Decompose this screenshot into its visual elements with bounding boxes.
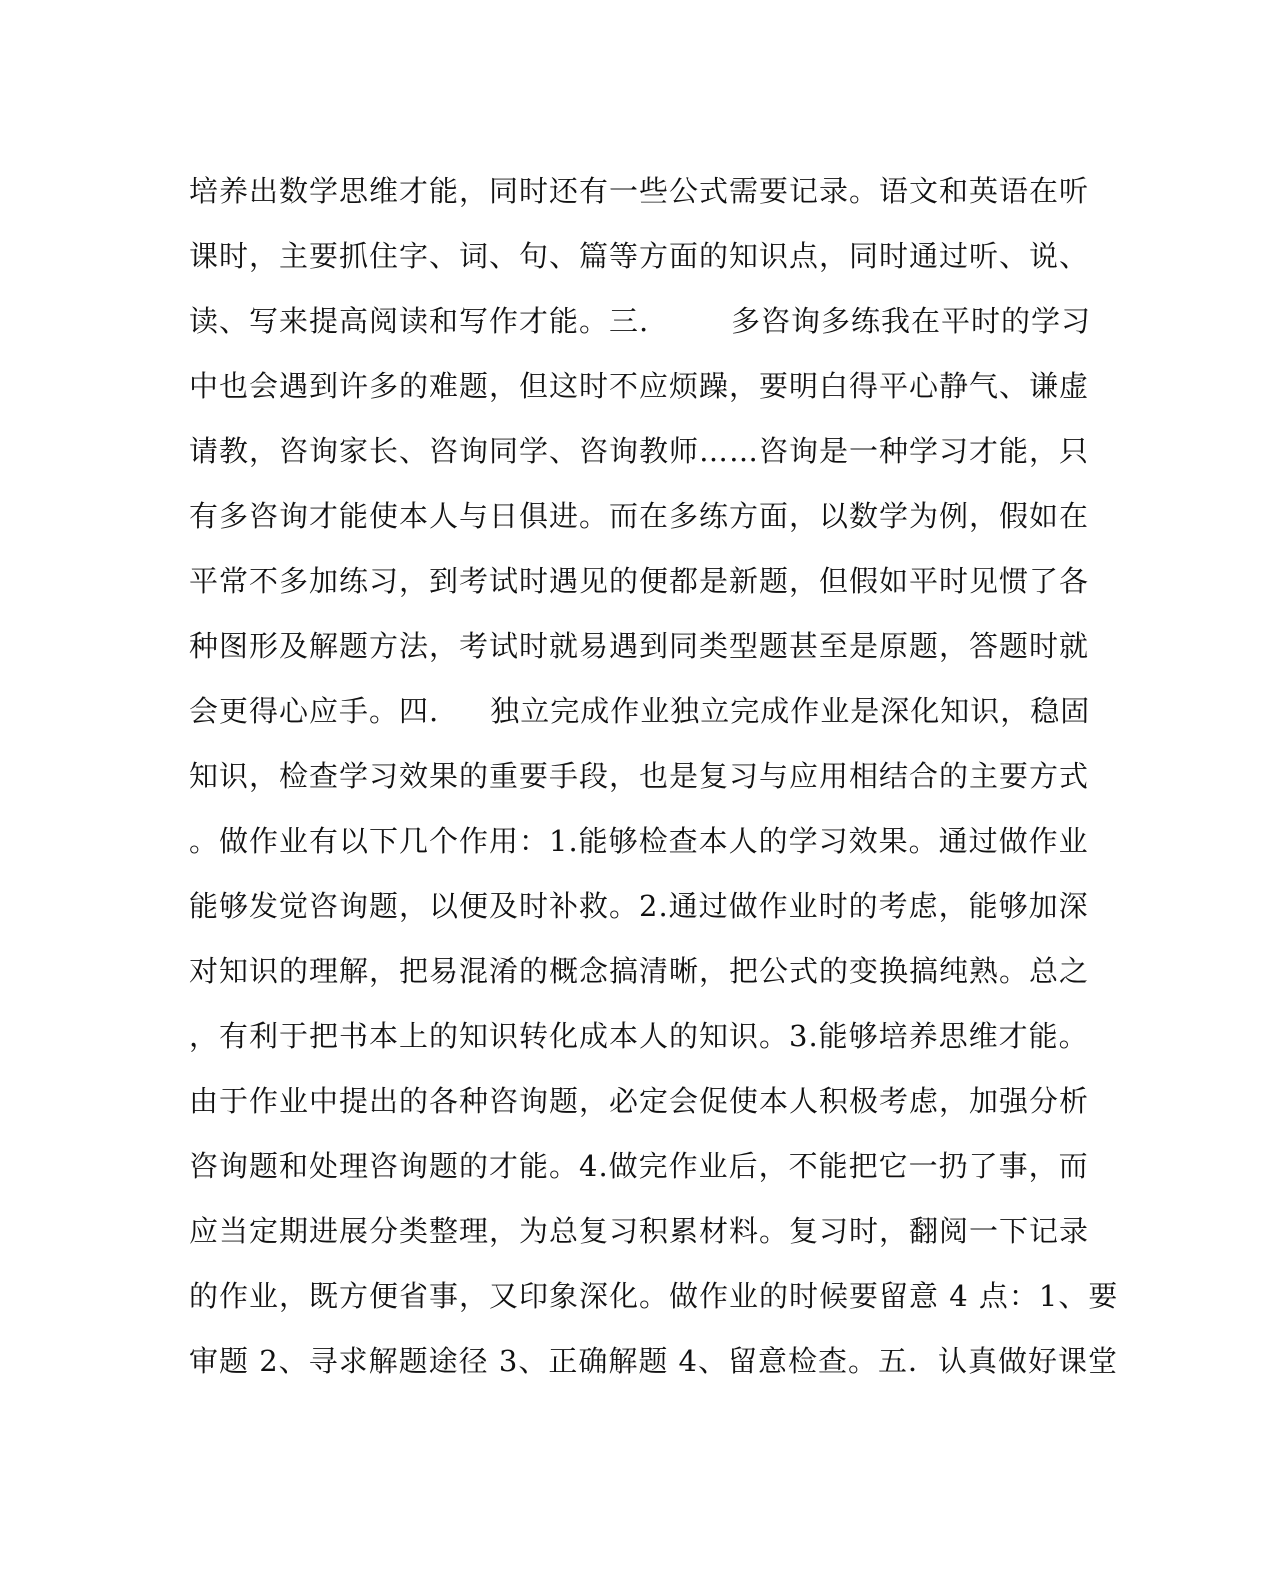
text-line: 能够发觉咨询题，以便及时补救。2.通过做作业时的考虑，能够加深 <box>189 889 1089 923</box>
text-line: 审题 2、寻求解题途径 3、正确解题 4、留意检查。五．认真做好课堂 <box>189 1344 1119 1378</box>
text-line: 平常不多加练习，到考试时遇见的便都是新题，但假如平时见惯了各 <box>189 564 1090 598</box>
text-line: 种图形及解题方法，考试时就易遇到同类型题甚至是原题，答题时就 <box>189 629 1090 663</box>
text-line: 咨询题和处理咨询题的才能。4.做完作业后，不能把它一扔了事，而 <box>189 1149 1089 1183</box>
text-line: 的作业，既方便省事，又印象深化。做作业的时候要留意 4 点：1、要 <box>189 1279 1119 1313</box>
text-line: 会更得心应手。四. 独立完成作业独立完成作业是深化知识，稳固 <box>189 694 1091 728</box>
text-line: 中也会遇到许多的难题，但这时不应烦躁，要明白得平心静气、谦虚 <box>189 369 1090 403</box>
text-line: 应当定期进展分类整理，为总复习积累材料。复习时，翻阅一下记录 <box>189 1214 1090 1248</box>
text-line: 读、写来提高阅读和写作才能。三. 多咨询多练我在平时的学习 <box>189 304 1091 338</box>
text-line: 。做作业有以下几个作用：1.能够检查本人的学习效果。通过做作业 <box>189 824 1089 858</box>
text-line: 知识，检查学习效果的重要手段，也是复习与应用相结合的主要方式 <box>189 759 1090 793</box>
text-line: 课时，主要抓住字、词、句、篇等方面的知识点，同时通过听、说、 <box>189 239 1090 273</box>
text-line: 有多咨询才能使本人与日俱进。而在多练方面，以数学为例，假如在 <box>189 499 1090 533</box>
text-line: 请教，咨询家长、咨询同学、咨询教师……咨询是一种学习才能，只 <box>189 434 1090 468</box>
text-line: 对知识的理解，把易混淆的概念搞清晰，把公式的变换搞纯熟。总之 <box>189 954 1090 988</box>
body-text <box>189 165 1119 1400</box>
text-line: 培养出数学思维才能，同时还有一些公式需要记录。语文和英语在听 <box>189 174 1090 208</box>
text-line: 由于作业中提出的各种咨询题，必定会促使本人积极考虑，加强分析 <box>189 1084 1090 1118</box>
text-line: ，有利于把书本上的知识转化成本人的知识。3.能够培养思维才能。 <box>189 1019 1089 1053</box>
